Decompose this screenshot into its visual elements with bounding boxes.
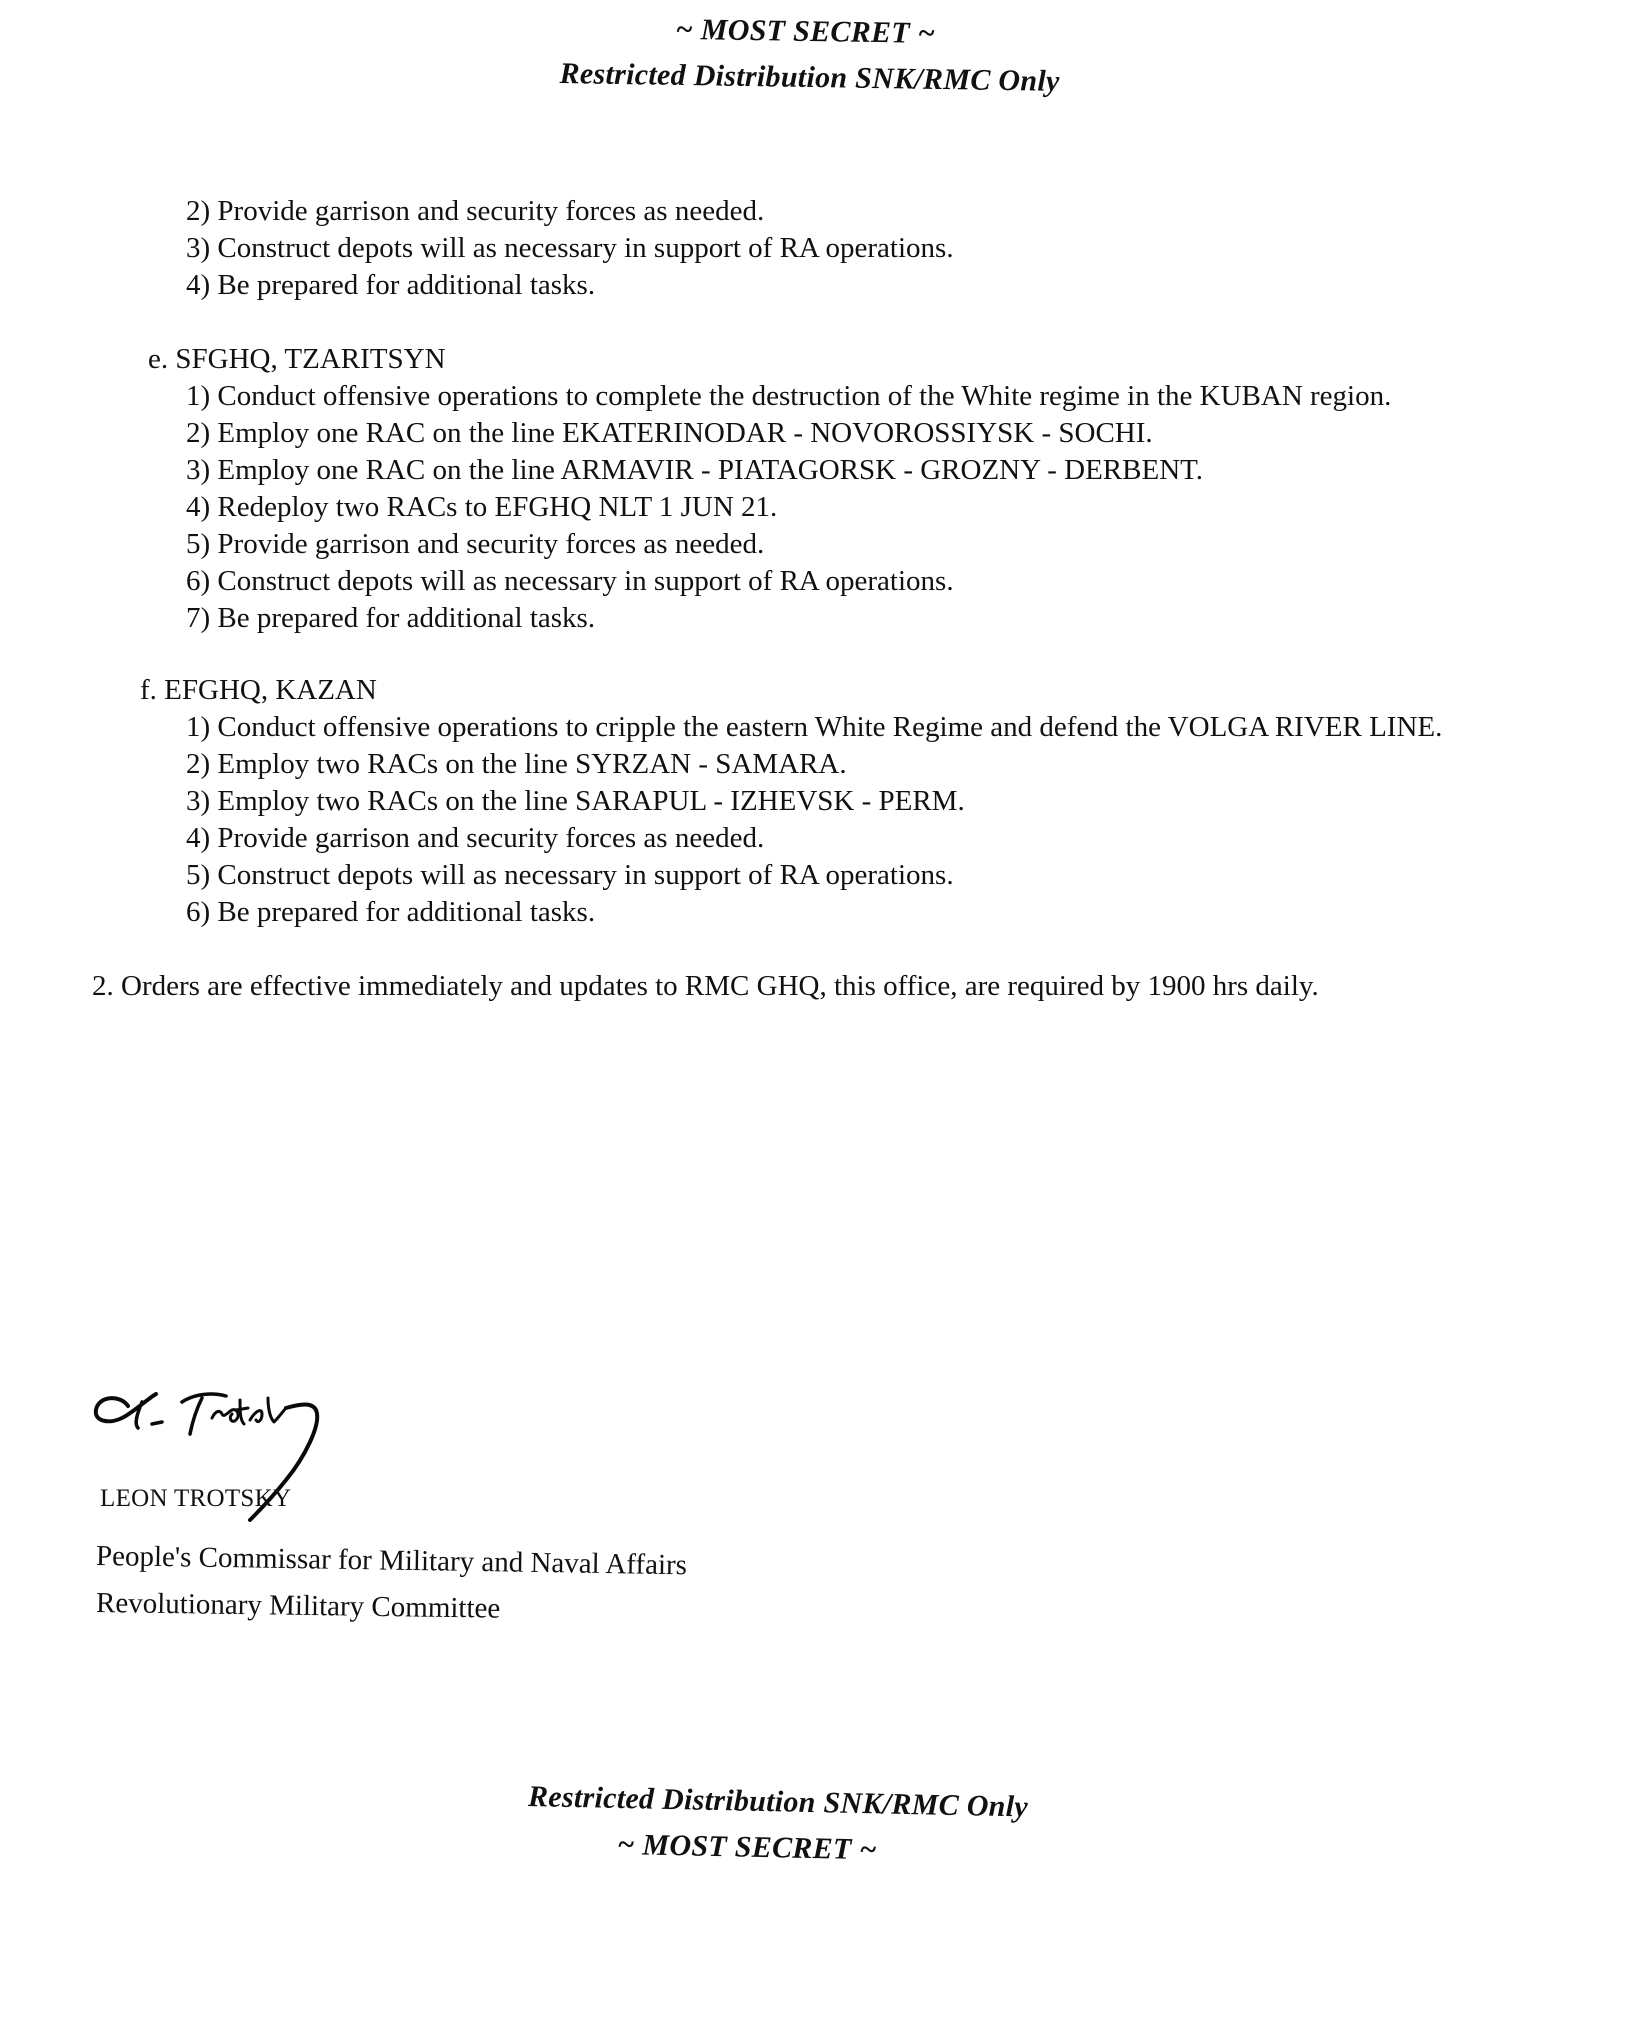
header-distribution: Restricted Distribution SNK/RMC Only (559, 57, 1060, 98)
task-item: 2) Employ one RAC on the line EKATERINODAR - NOVOROSSIYSK - SOCHI. (186, 417, 1153, 449)
task-item: 3) Construct depots will as necessary in support of RA operations. (186, 232, 954, 264)
section-f-task-list (186, 709, 1606, 931)
task-item: 4) Provide garrison and security forces as needed. (186, 822, 765, 854)
task-item: 5) Construct depots will as necessary in support of RA operations. (186, 859, 954, 891)
task-item: 1) Conduct offensive operations to complete the destruction of the White regime in the KUBAN region. (186, 380, 1392, 412)
task-item: 3) Employ one RAC on the line ARMAVIR - PIATAGORSK - GROZNY - DERBENT. (186, 454, 1203, 486)
task-item: 6) Be prepared for additional tasks. (186, 896, 596, 928)
task-item: 5) Provide garrison and security forces as needed. (186, 528, 765, 560)
task-item: 2) Provide garrison and security forces as needed. (186, 195, 765, 227)
header-classification: ~ MOST SECRET ~ (675, 12, 936, 50)
footer-classification: ~ MOST SECRET ~ (616, 1827, 878, 1867)
continued-task-list (186, 193, 1606, 304)
section-f-heading: f. EFGHQ, KAZAN (140, 674, 377, 706)
header-marking (0, 1, 1625, 109)
signature-block (90, 1380, 810, 1640)
signer-title: People's Commissar for Military and Naval Affairs (95, 1540, 688, 1582)
task-item: 4) Redeploy two RACs to EFGHQ NLT 1 JUN 21. (186, 491, 778, 523)
section-e-task-list (186, 378, 1606, 637)
task-item: 2) Employ two RACs on the line SYRZAN - SAMARA. (186, 748, 847, 780)
section-e-heading: e. SFGHQ, TZARITSYN (148, 343, 446, 375)
task-item: 3) Employ two RACs on the line SARAPUL - IZHEVSK - PERM. (186, 785, 965, 817)
signer-organization: Revolutionary Military Committee (95, 1587, 501, 1625)
task-item: 6) Construct depots will as necessary in support of RA operations. (186, 565, 954, 597)
footer-marking (0, 1768, 1625, 1884)
task-item: 1) Conduct offensive operations to cripple the eastern White Regime and defend the VOLGA RIVER LINE. (186, 711, 1443, 743)
paragraph-2: 2. Orders are effective immediately and updates to RMC GHQ, this office, are required by 1900 hrs daily. (92, 970, 1319, 1002)
task-item: 7) Be prepared for additional tasks. (186, 602, 596, 634)
task-item: 4) Be prepared for additional tasks. (186, 269, 596, 301)
footer-distribution: Restricted Distribution SNK/RMC Only (527, 1780, 1029, 1824)
signer-name: LEON TROTSKY (100, 1485, 292, 1512)
